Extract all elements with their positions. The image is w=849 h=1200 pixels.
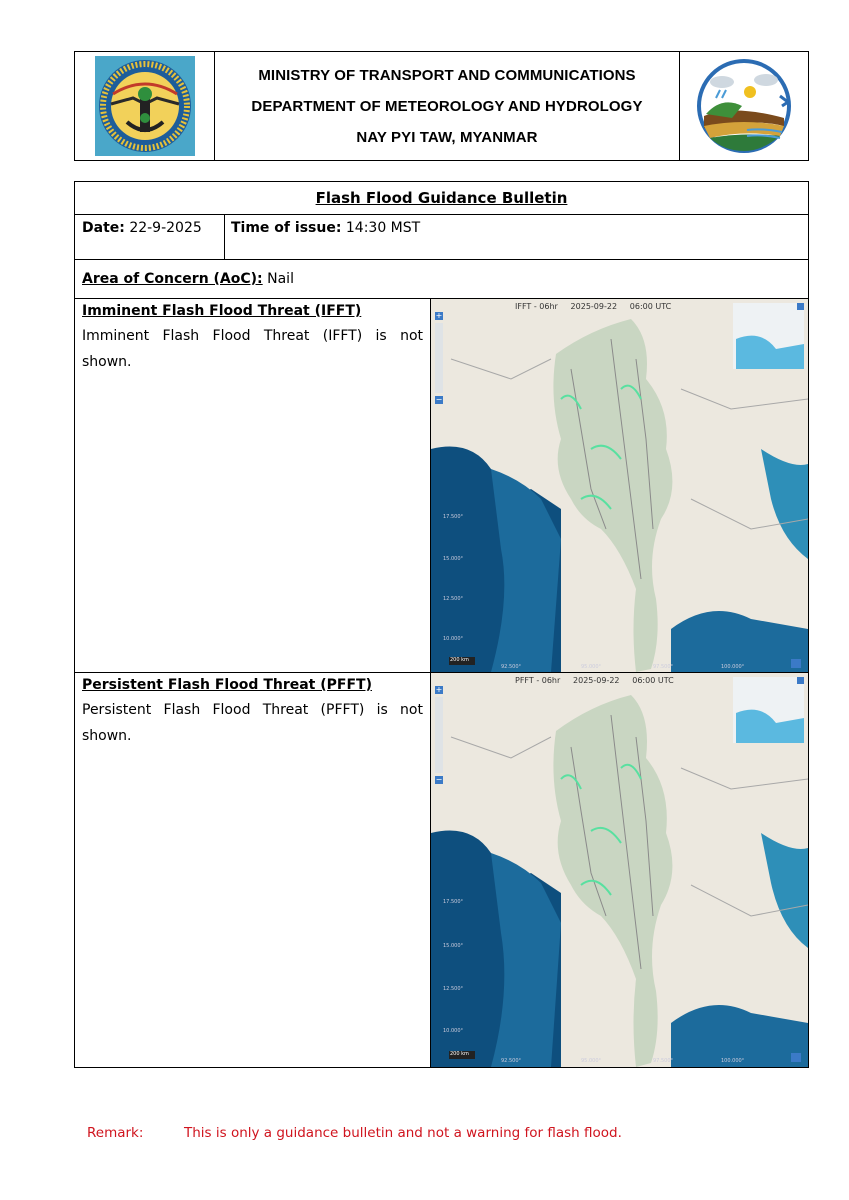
pfft-lat-label: 10.000° [443, 1028, 463, 1034]
ifft-map-title: IFFT - 06hr [515, 302, 558, 311]
aoc-label: Area of Concern (AoC): [82, 271, 263, 287]
department-name: DEPARTMENT OF METEOROLOGY AND HYDROLOGY [251, 97, 643, 115]
ifft-map-caption [515, 302, 671, 311]
date-cell [75, 215, 225, 259]
date-value: 22-9-2025 [129, 220, 202, 236]
letterhead [74, 51, 809, 161]
location: NAY PYI TAW, MYANMAR [356, 128, 538, 146]
ifft-map[interactable] [431, 299, 808, 673]
pfft-map-caption [515, 676, 674, 685]
ifft-lat-label: 15.000° [443, 556, 463, 562]
area-of-concern-row [75, 260, 808, 299]
remark [87, 1125, 622, 1141]
ifft-lat-label: 12.500° [443, 596, 463, 602]
ifft-scale-bar: 200 km [450, 657, 469, 663]
aoc-value: Nail [267, 271, 294, 287]
ifft-zoom-out-button[interactable]: − [435, 395, 443, 404]
ifft-lon-label: 100.000° [721, 664, 745, 670]
date-label: Date: [82, 220, 125, 236]
ifft-lat-label: 10.000° [443, 636, 463, 642]
pfft-lat-label: 15.000° [443, 943, 463, 949]
pfft-lon-label: 95.000° [581, 1058, 601, 1064]
pfft-map[interactable] [431, 673, 808, 1067]
bulletin-table [74, 181, 809, 1068]
ifft-map-time: 06:00 UTC [629, 302, 672, 311]
ifft-lon-label: 97.500° [653, 664, 673, 670]
remark-label: Remark: [87, 1125, 144, 1141]
pfft-lon-label: 92.500° [501, 1058, 521, 1064]
pfft-description: Persistent Flash Flood Threat (PFFT) is not shown. [82, 702, 423, 744]
letterhead-text [215, 52, 679, 160]
bulletin-title: Flash Flood Guidance Bulletin [75, 182, 808, 215]
pfft-zoom-out-button[interactable]: − [435, 775, 443, 784]
remark-text: This is only a guidance bulletin and not a warning for flash flood. [184, 1125, 622, 1141]
time-value: 14:30 MST [345, 220, 421, 236]
ifft-map-date: 2025-09-22 [570, 302, 618, 311]
ministry-emblem-icon [93, 54, 197, 158]
pfft-lon-label: 97.500° [653, 1058, 673, 1064]
pfft-map-time: 06:00 UTC [632, 676, 674, 685]
hydrology-cycle-icon [692, 56, 796, 156]
pfft-zoom-in-button[interactable]: + [435, 685, 443, 694]
ifft-heading: Imminent Flash Flood Threat (IFFT) [82, 303, 362, 319]
ifft-map-image [431, 299, 808, 672]
dmh-logo-cell [679, 52, 808, 160]
pfft-scale-bar: 200 km [450, 1051, 469, 1057]
ministry-name: MINISTRY OF TRANSPORT AND COMMUNICATIONS [258, 66, 636, 84]
pfft-heading: Persistent Flash Flood Threat (PFFT) [82, 677, 372, 693]
pfft-map-date: 2025-09-22 [573, 676, 620, 685]
pfft-section [75, 673, 431, 1067]
time-label: Time of issue: [231, 220, 342, 236]
time-cell [225, 215, 426, 241]
ifft-lon-label: 92.500° [501, 664, 521, 670]
ifft-zoom-in-button[interactable]: + [435, 311, 443, 320]
ifft-lat-label: 17.500° [443, 514, 463, 520]
ministry-logo-cell [75, 52, 215, 160]
date-time-row [75, 215, 808, 260]
ifft-section [75, 299, 431, 673]
pfft-lon-label: 100.000° [721, 1058, 745, 1064]
ifft-description: Imminent Flash Flood Threat (IFFT) is not shown. [82, 328, 423, 370]
pfft-lat-label: 17.500° [443, 899, 463, 905]
ifft-lon-label: 95.000° [581, 664, 601, 670]
pfft-map-title: PFFT - 06hr [515, 676, 561, 685]
pfft-map-image [431, 673, 808, 1067]
pfft-lat-label: 12.500° [443, 986, 463, 992]
